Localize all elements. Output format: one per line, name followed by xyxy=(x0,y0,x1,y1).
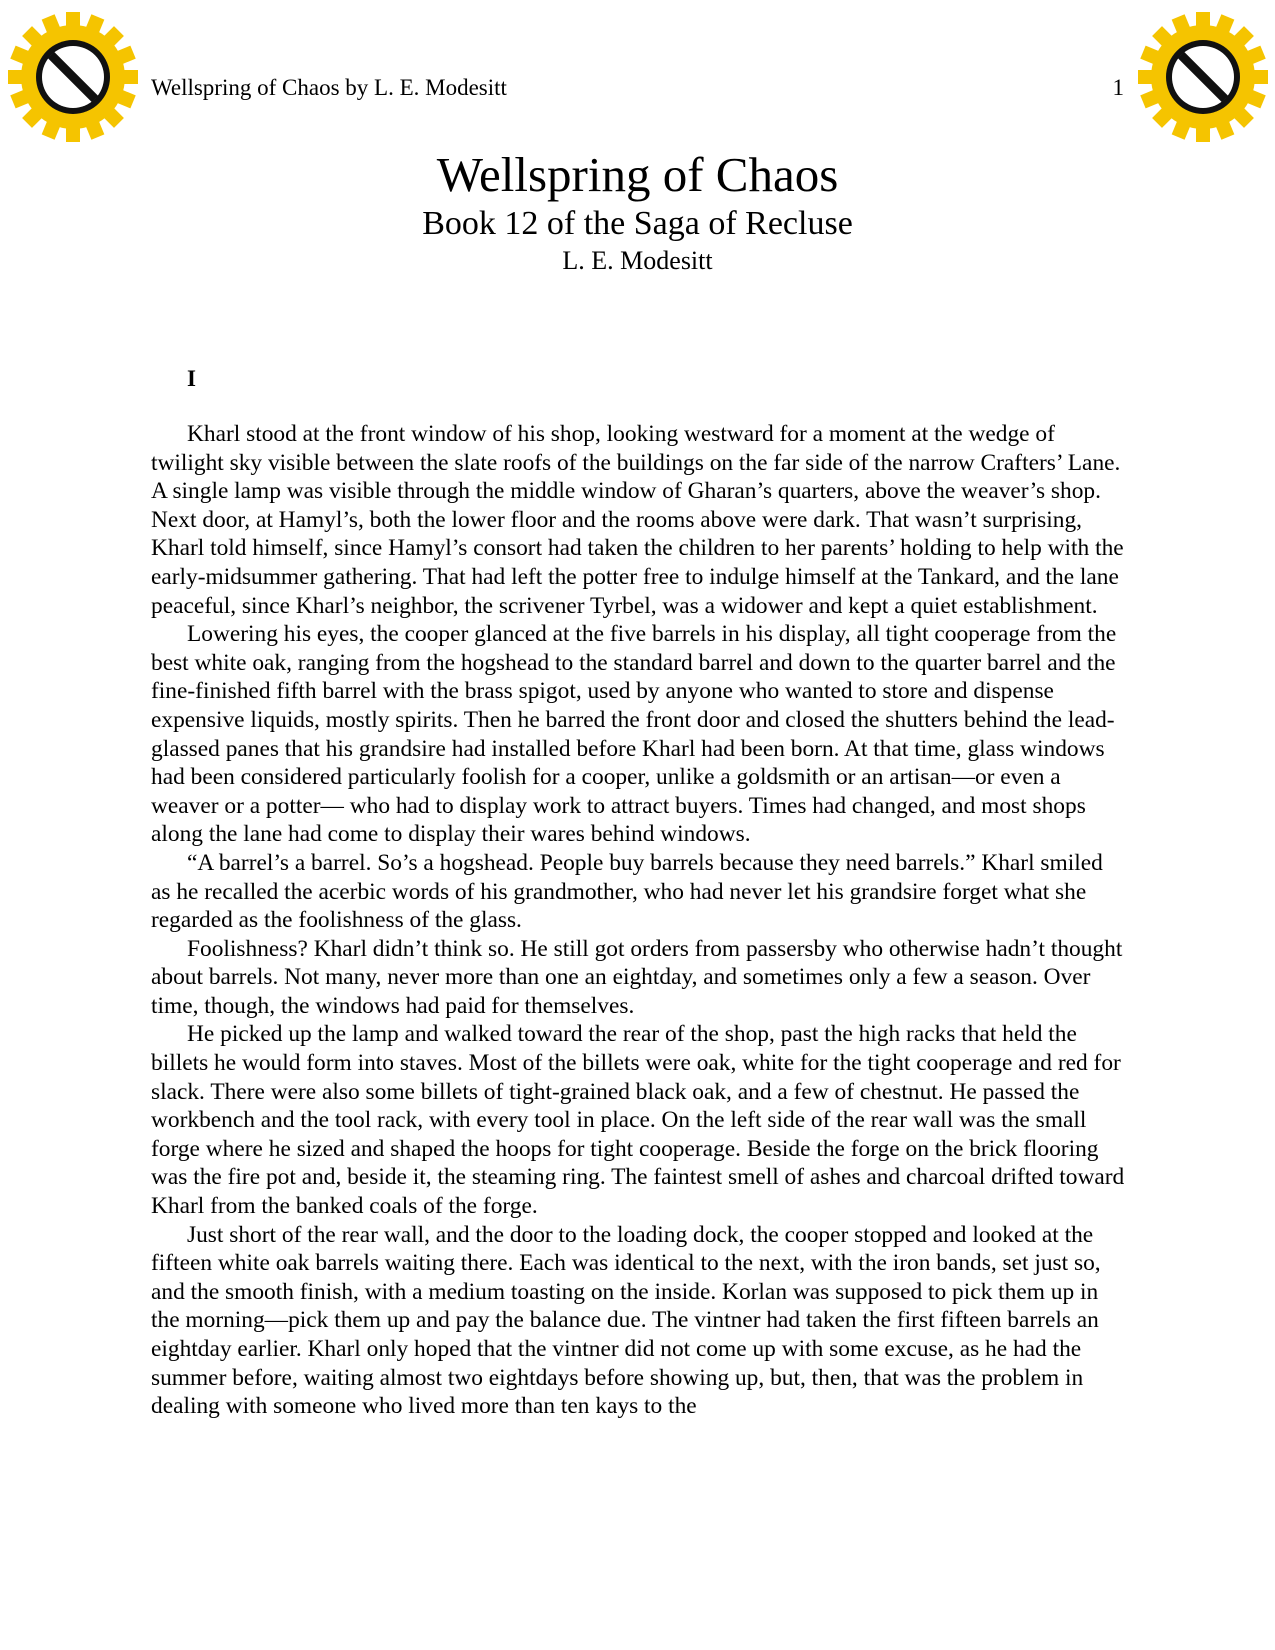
paragraph: He picked up the lamp and walked toward the rear of the shop, past the high racks that held the billets he would form into staves. Most of the billets were oak, white for the tight cooperage and red for slack. There were also some billets of tight-grained black oak, and a few of chestnut. He passed the workbench and the tool rack, with every tool in place. On the left side of the rear wall was the small forge where he sized and shaped the hoops for tight cooperage. Beside the forge on the brick flooring was the fire pot and, beside it, the steaming ring. The faintest smell of ashes and charcoal drifted toward Kharl from the banked coals of the forge. xyxy=(151,1021,1125,1220)
paragraph: Foolishness? Kharl didn’t think so. He still got orders from passersby who otherwise hadn’t thought about barrels. Not many, never more than one an eightday, and sometimes only a few a season. Over time, though, the windows had paid for themselves. xyxy=(151,935,1123,1019)
page-number: 1 xyxy=(1112,75,1124,100)
book-subtitle: Book 12 of the Saga of Recluse xyxy=(422,205,853,242)
title-block xyxy=(0,146,1275,278)
paragraph: “A barrel’s a barrel. So’s a hogshead. People buy barrels because they need barrels.” Kharl smiled as he recalled the acerbic words of his grandmother, who had never let his grandsire forget what she regarded as the foolishness of the glass. xyxy=(151,849,1103,934)
book-title: Wellspring of Chaos xyxy=(436,147,839,202)
abbyy-badge-left[interactable] xyxy=(6,10,140,144)
paragraph: Just short of the rear wall, and the door to the loading dock, the cooper stopped and looked at the fifteen white oak barrels waiting there. Each was identical to the next, with the iron bands, set just so, and the smooth finish, with a medium toasting on the inside. Korlan was supposed to pick them up in the morning—pick them up and pay the balance due. The vintner had taken the first fifteen barrels an eightday earlier. Kharl only hoped that the vintner did not come up with some excuse, as he had the summer before, waiting almost two eightdays before showing up, but, then, that was the problem in dealing with someone who lived more than ten kays to the xyxy=(151,1221,1101,1420)
abbyy-badge-right[interactable] xyxy=(1136,10,1270,144)
running-title: Wellspring of Chaos by L. E. Modesitt xyxy=(151,75,507,100)
running-header xyxy=(151,74,1124,102)
book-author: L. E. Modesitt xyxy=(562,246,713,275)
paragraph: Kharl stood at the front window of his shop, looking westward for a moment at the wedge of twilight sky visible between the slate roofs of the buildings on the far side of the narrow Crafters’ Lane. A single lamp was visible through the middle window of Gharan’s quarters, above the weaver’s shop. Next door, at Hamyl’s, both the lower floor and the rooms above were dark. That wasn’t surprising, Kharl told himself, since Hamyl’s consort had taken the children to her parents’ holding to help with the early-midsummer gathering. That had left the potter free to indulge himself at the Tankard, and the lane peaceful, since Kharl’s neighbor, the scrivener Tyrbel, was a widower and kept a quiet establishment. xyxy=(151,421,1124,619)
paragraph: Lowering his eyes, the cooper glanced at the five barrels in his display, all tight cooperage from the best white oak, ranging from the hogshead to the standard barrel and down to the quarter barrel and the fine-finished fifth barrel with the brass spigot, used by anyone who wanted to store and dispense expensive liquids, mostly spirits. Then he barred the front door and closed the shutters behind the lead-glassed panes that his grandsire had installed before Kharl had been born. At that time, glass windows had been considered particularly foolish for a cooper, unlike a goldsmith or an artisan—or even a weaver or a potter— who had to display work to attract buyers. Times had changed, and most shops along the lane had come to display their wares behind windows. xyxy=(151,621,1117,848)
abbyy-badge-icon xyxy=(6,10,140,144)
abbyy-badge-icon xyxy=(1136,10,1270,144)
body-text xyxy=(151,420,1127,1421)
chapter-heading: I xyxy=(187,366,196,391)
